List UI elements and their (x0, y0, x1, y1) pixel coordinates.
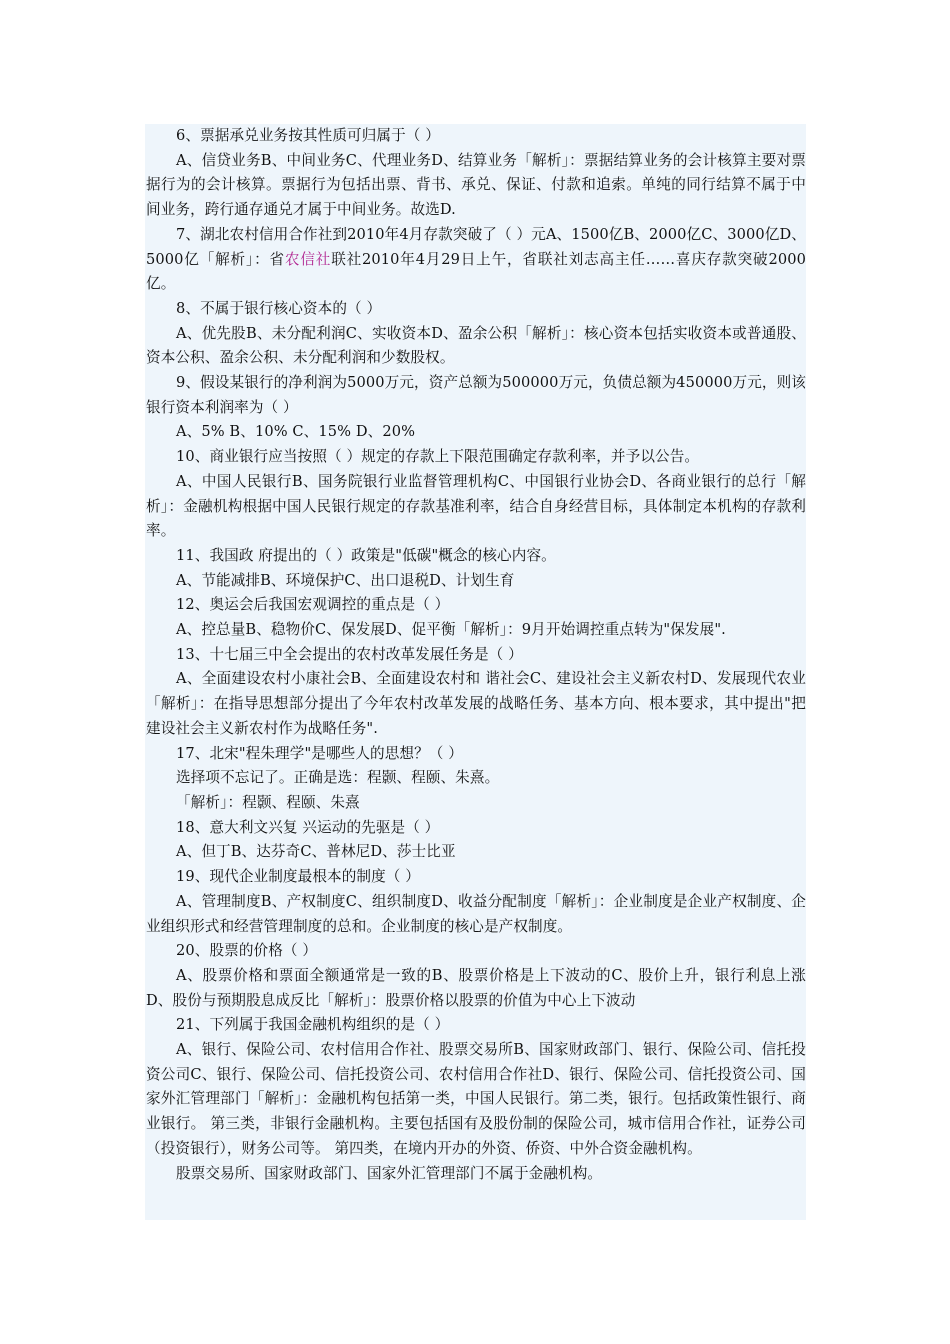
question-17: 17、北宋"程朱理学"是哪些人的思想？（ ） (176, 744, 463, 762)
answer-12: A、控总量B、稳物价C、保发展D、促平衡「解析」：9月开始调控重点转为"保发展". (176, 621, 726, 639)
question-6: 6、票据承兑业务按其性质可归属于（ ） (176, 127, 440, 144)
question-12: 12、奥运会后我国宏观调控的重点是（ ） (176, 596, 450, 614)
answer-13: A、全面建设农村小康社会B、全面建设农村和 谐社会C、建设社会主义新农村D、发展现代农业「解析」：在指导思想部分提出了今年农村改革发展的战略任务、基本方向、根本要求，其中提出"把建设社会主义新农村作为战略任务". (146, 670, 806, 737)
answer-18: A、但丁B、达芬奇C、普林尼D、莎士比亚 (176, 843, 456, 861)
answer-11: A、节能减排B、环境保护C、出口退税D、计划生育 (176, 571, 515, 589)
nongxinshe-link[interactable]: 农信社 (284, 250, 332, 268)
question-13: 13、十七届三中全会提出的农村改革发展任务是（ ） (176, 645, 523, 663)
question-18: 18、意大利文兴复 兴运动的先驱是（ ） (176, 818, 440, 836)
document-body (146, 124, 806, 1186)
answer-10: A、中国人民银行B、国务院银行业监督管理机构C、中国银行业协会D、各商业银行的总行「解析」：金融机构根据中国人民银行规定的存款基准利率，结合自身经营目标，具体制定本机构的存款利率。 (146, 472, 806, 540)
question-20: 20、股票的价格（ ） (176, 942, 318, 960)
analysis-17: 「解析」：程颢、程颐、朱熹 (176, 793, 360, 811)
answer-19: A、管理制度B、产权制度C、组织制度D、收益分配制度「解析」：企业制度是企业产权制度、企业组织形式和经营管理制度的总和。企业制度的核心是产权制度。 (146, 892, 806, 935)
question-11: 11、我国政 府提出的（ ）政策是"低碳"概念的核心内容。 (176, 546, 556, 564)
question-9: 9、假设某银行的净利润为5000万元，资产总额为500000万元，负债总额为450000万元，则该银行资本利润率为（ ） (146, 374, 806, 416)
answer-20: A、股票价格和票面全额通常是一致的B、股票价格是上下波动的C、股价上升，银行利息上涨D、股份与预期股息成反比「解析」：股票价格以股票的价值为中心上下波动 (146, 966, 806, 1009)
answer-21: A、银行、保险公司、农村信用合作社、股票交易所B、国家财政部门、银行、保险公司、信托投资公司C、银行、保险公司、信托投资公司、农村信用合作社D、银行、保险公司、信托投资公司、国家外汇管理部门「解析」：金融机构包括第一类，中国人民银行。第二类，银行。包括政策性银行、商业银行。 第三类，非银行金融机构。主要包括国有及股份制的保险公司，城市信用合作社，证券公司（投资银行），财务公司等。 第四类，在境内开办的外资、侨资、中外合资金融机构。 (146, 1041, 806, 1157)
answer-8: A、优先股B、未分配利润C、实收资本D、盈余公积「解析」：核心资本包括实收资本或普通股、资本公积、盈余公积、未分配利润和少数股权。 (146, 324, 806, 367)
question-10: 10、商业银行应当按照（ ）规定的存款上下限范围确定存款利率，并予以公告。 (176, 448, 700, 466)
answer-17: 选择项不忘记了。正确是选：程颢、程颐、朱熹。 (176, 769, 500, 787)
question-7-text: 7、湖北农村信用合作社到2010年4月存款突破了（ ）元A、1500亿B、2000亿C、3000亿D、5000亿「解析」：省 (146, 225, 806, 268)
answer-6: A、信贷业务B、中间业务C、代理业务D、结算业务「解析」：票据结算业务的会计核算主要对票据行为的会计核算。票据行为包括出票、背书、承兑、保证、付款和追索。单纯的同行结算不属于中间业务，跨行通存通兑才属于中间业务。故选D. (146, 151, 806, 219)
question-7 (146, 223, 806, 297)
question-8: 8、不属于银行核心资本的（ ） (176, 299, 382, 317)
question-19: 19、现代企业制度最根本的制度（ ） (176, 868, 420, 886)
question-7-tail: 联社2010年4月29日上午，省联社刘志高主任……喜庆存款突破2000亿。 (146, 250, 806, 293)
question-21: 21、下列属于我国金融机构组织的是（ ） (176, 1016, 450, 1034)
answer-9: A、5% B、10% C、15% D、20% (176, 423, 416, 441)
conclusion-21: 股票交易所、国家财政部门、国家外汇管理部门不属于金融机构。 (176, 1164, 603, 1182)
